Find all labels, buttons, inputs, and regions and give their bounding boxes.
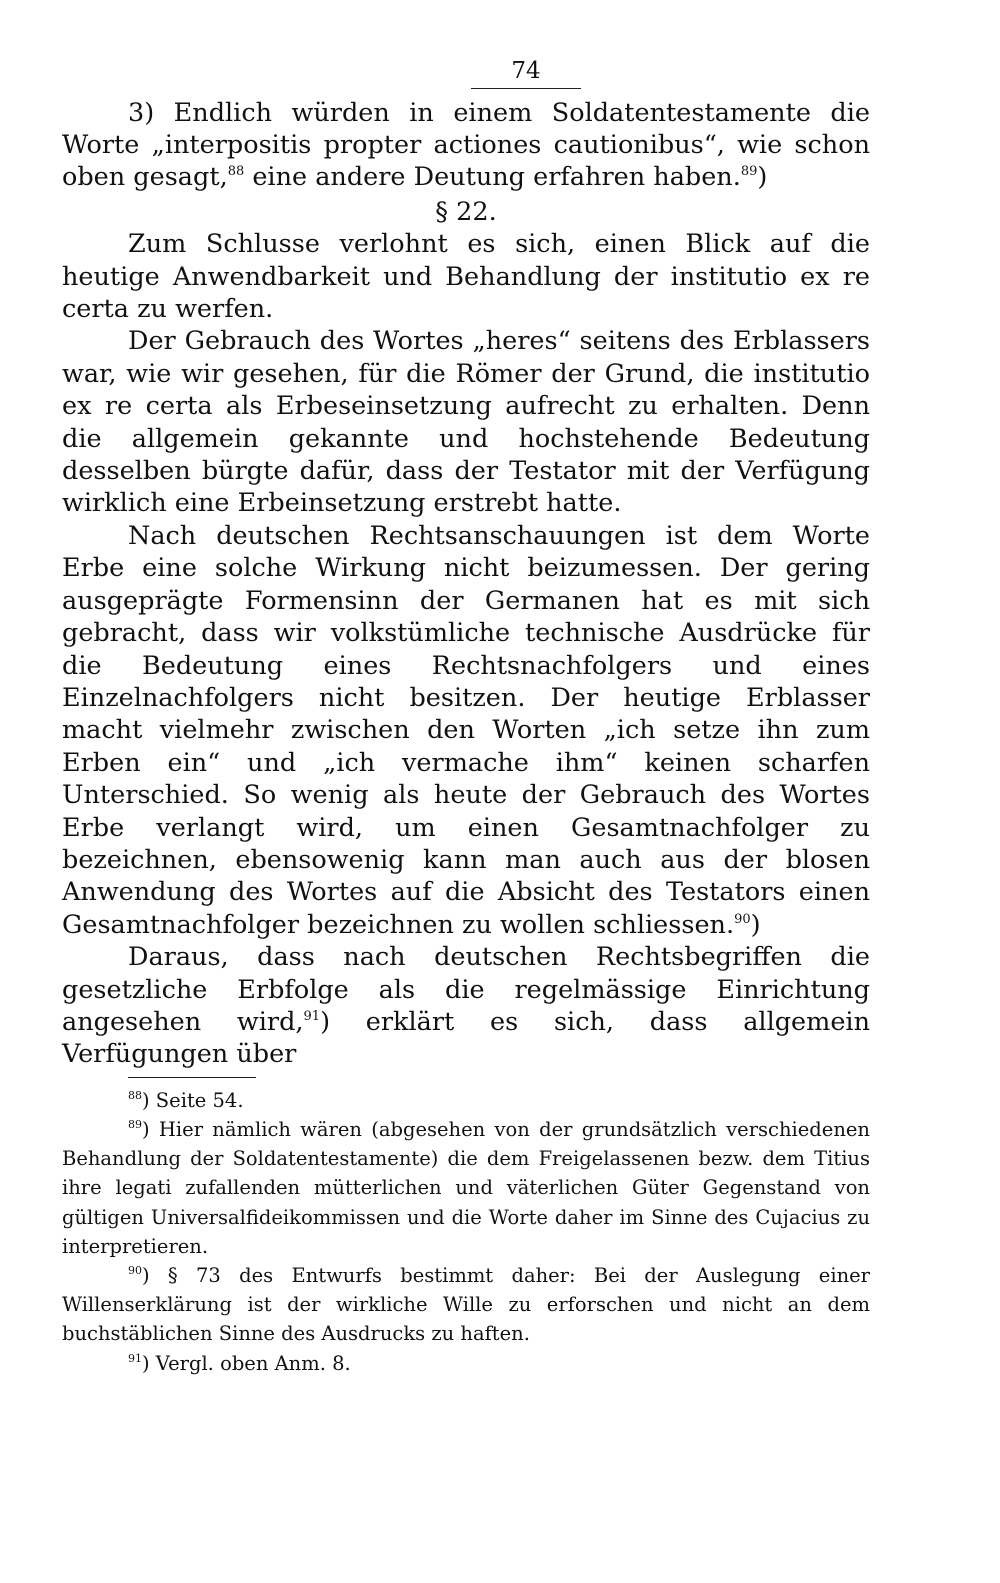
footnote-mark: 91 <box>128 1351 142 1365</box>
footnote-ref: 90 <box>734 911 751 927</box>
footnote-ref: 88 <box>227 164 245 180</box>
footnote <box>62 1086 870 1115</box>
section-heading <box>62 196 870 228</box>
text-run: ) erklärt es sich, dass allgemein Verfügungen über <box>62 1006 870 1070</box>
page-header <box>182 58 870 89</box>
text-run: ) Vergl. oben Anm. 8. <box>142 1351 351 1375</box>
text-run: ) Hier nämlich wären (abgesehen von der grundsätzlich verschiedenen Behandlung der Soldatentestamente) die dem Freigelassenen bezw. dem Titius ihre legati zufallenden mütterlichen und väterlichen Güter Gegenstand von gültigen Universalfideikommissen und die Worte daher im Sinne des Cujacius zu interpretieren. <box>62 1117 870 1258</box>
main-text <box>62 97 870 1071</box>
paragraph <box>62 228 870 325</box>
footnote-mark: 90 <box>128 1264 142 1277</box>
footnote <box>62 1261 870 1349</box>
footnote-ref: 89 <box>740 164 758 180</box>
text-run: Der Gebrauch des Wortes „heres“ seitens des Erblassers war, wie wir gesehen, für die Römer der Grund, die institutio ex re certa als Erbeseinsetzung aufrecht zu erhalten. Denn die allgemein gekannte und hochstehende Bedeutung desselben bürgte dafür, dass der Testator mit der Verfügung wirklich eine Erbeinsetzung erstrebt hatte. <box>62 326 870 519</box>
text-run: ) <box>750 909 761 940</box>
paragraph <box>62 97 870 194</box>
footnote <box>62 1115 870 1261</box>
text-run: ) Seite 54. <box>142 1088 244 1112</box>
paragraph <box>62 325 870 519</box>
text-run: Daraus, dass nach deutschen Rechtsbegriffen die gesetzliche Erbfolge als die regelmässige Einrichtung angesehen wird, <box>62 942 870 1037</box>
footnote-divider <box>128 1077 256 1078</box>
text-run: § 22. <box>435 196 497 227</box>
text-run: eine andere Deutung erfahren haben. <box>244 162 741 193</box>
footnote-mark: 88 <box>128 1088 142 1102</box>
text-run: ) <box>757 162 768 193</box>
footnotes <box>62 1086 870 1378</box>
paragraph <box>62 941 870 1071</box>
paragraph <box>62 520 870 941</box>
text-run: 3) Endlich würden in einem Soldatentestamente die Worte „interpositis propter actiones cautionibus“, wie schon oben gesagt, <box>62 97 870 193</box>
page-number: 74 <box>471 58 580 89</box>
text-run: ) § 73 des Entwurfs bestimmt daher: Bei der Auslegung einer Willenserklärung ist der wirkliche Wille zu erforschen und nicht an dem buchstäblichen Sinne des Ausdrucks zu haften. <box>62 1264 870 1346</box>
footnote <box>62 1349 870 1378</box>
book-page <box>62 58 870 1378</box>
text-run: Nach deutschen Rechtsanschauungen ist dem Worte Erbe eine solche Wirkung nicht beizumessen. Der gering ausgeprägte Formensinn der Germanen hat es mit sich gebracht, dass wir volkstümliche technische Ausdrücke für die Bedeutung eines Rechtsnachfolgers und eines Einzelnachfolgers nicht besitzen. Der heutige Erblasser macht vielmehr zwischen den Worten „ich setze ihn zum Erben ein“ und „ich vermache ihm“ keinen scharfen Unterschied. So wenig als heute der Gebrauch des Wortes Erbe verlangt wird, um einen Gesamtnachfolger zu bezeichnen, ebensowenig kann man auch aus der blosen Anwendung des Wortes auf die Absicht des Testators einen Gesamtnachfolger bezeichnen zu wollen schliessen. <box>62 520 870 940</box>
text-run: Zum Schlusse verlohnt es sich, einen Blick auf die heutige Anwendbarkeit und Behandlung der institutio ex re certa zu werfen. <box>62 229 870 325</box>
footnote-ref: 91 <box>303 1008 321 1024</box>
footnote-mark: 89 <box>128 1117 142 1131</box>
